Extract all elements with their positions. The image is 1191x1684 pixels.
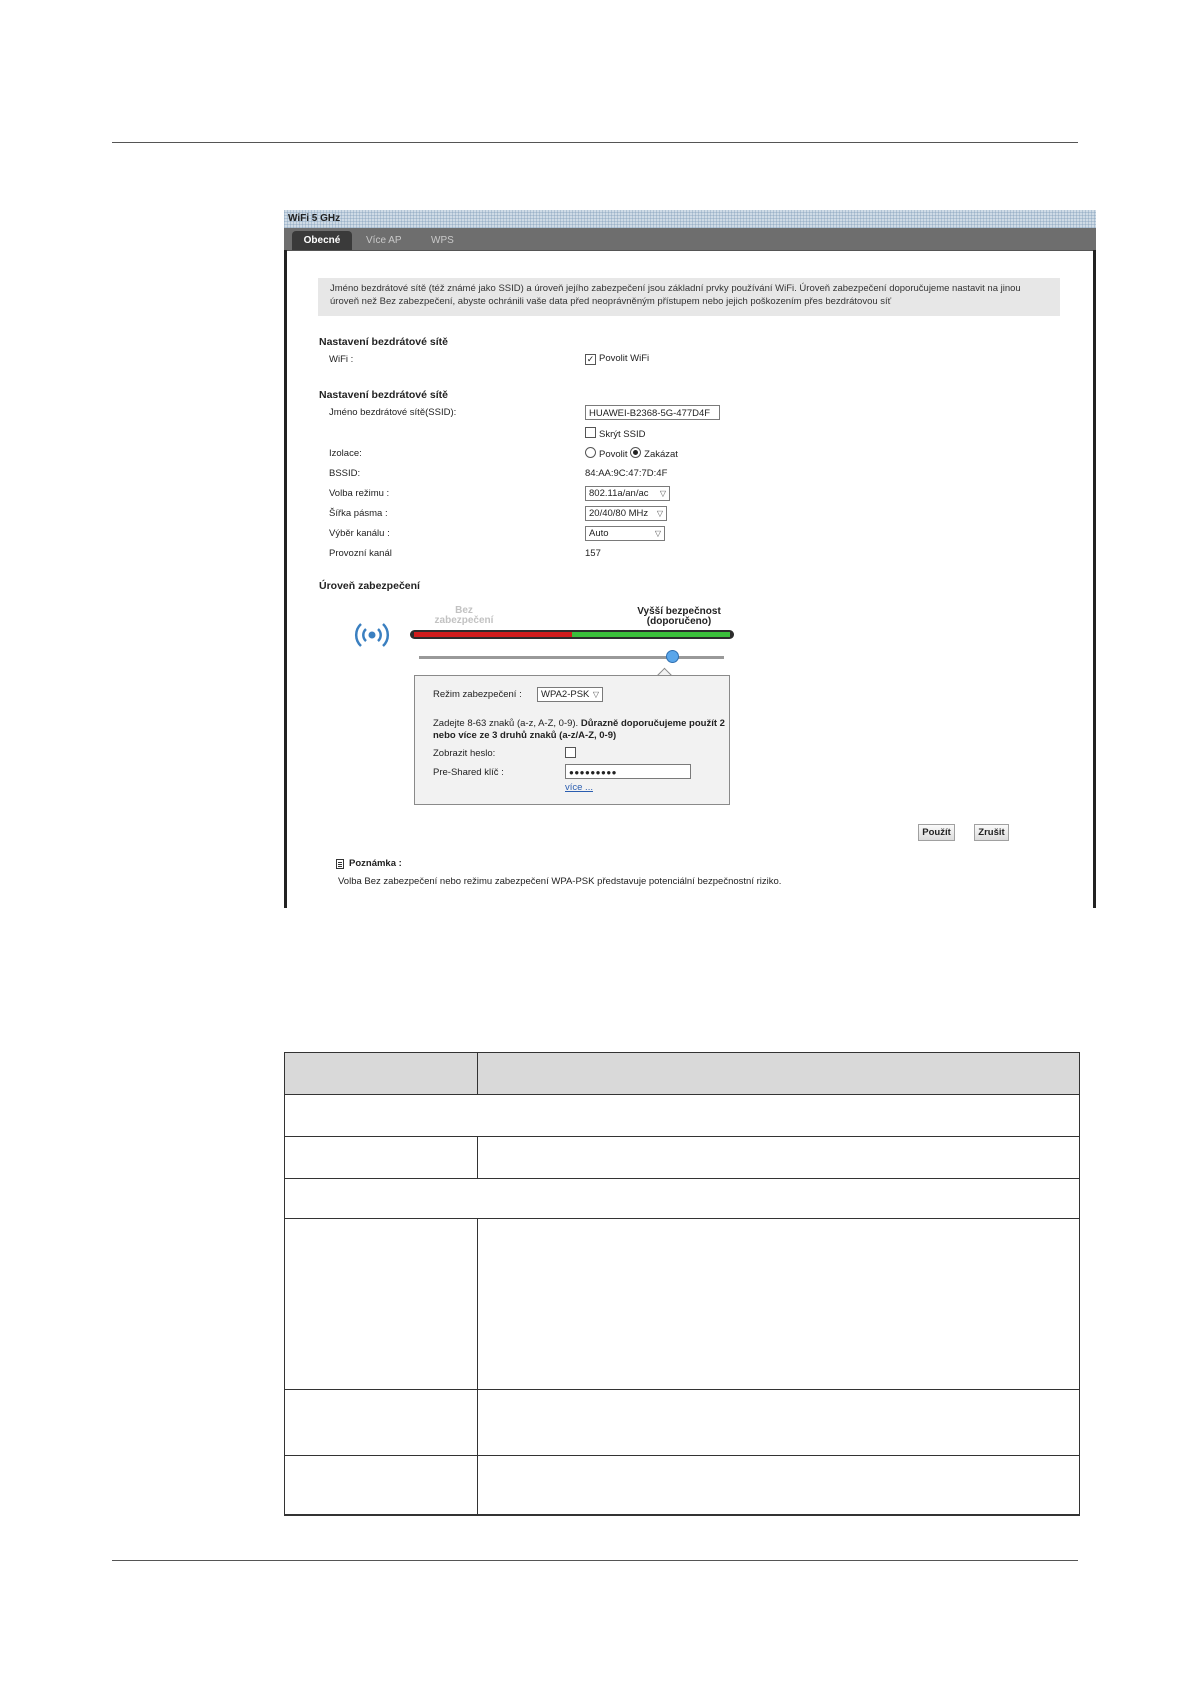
security-settings-box — [414, 675, 730, 805]
mode-value: 802.11a/an/ac — [589, 488, 649, 499]
note-text: Volba Bez zabezpečení nebo režimu zabezpečení WPA-PSK představuje potenciální bezpečnostní riziko. — [338, 876, 782, 887]
table-border — [284, 1178, 1080, 1179]
operating-channel-label: Provozní kanál — [329, 548, 392, 559]
bssid-value: 84:AA:9C:47:7D:4F — [585, 468, 668, 479]
security-bar-low-segment — [414, 632, 572, 637]
tab-bar — [284, 228, 1096, 251]
enable-wifi-option[interactable] — [585, 353, 649, 365]
chevron-down-icon: ▽ — [654, 529, 661, 538]
window-title: WiFi 5 GHz — [288, 213, 341, 224]
tab-multi-ap[interactable]: Více AP — [366, 235, 402, 246]
frame-border-left — [284, 250, 287, 908]
show-password-checkbox[interactable] — [565, 747, 576, 758]
tab-wps[interactable]: WPS — [431, 235, 454, 246]
frame-border-right — [1093, 250, 1096, 908]
table-border — [477, 1136, 478, 1178]
chevron-down-icon: ▽ — [592, 690, 599, 699]
ssid-label: Jméno bezdrátové sítě(SSID): — [329, 407, 457, 418]
psk-label: Pre-Shared klíč : — [433, 767, 504, 778]
chevron-down-icon: ▽ — [656, 509, 663, 518]
enable-wifi-label: Povolit WiFi — [599, 353, 650, 364]
security-bar-high-segment — [572, 632, 730, 637]
bandwidth-select[interactable] — [585, 506, 667, 521]
security-mode-value: WPA2-PSK — [541, 689, 590, 700]
hide-ssid-checkbox[interactable] — [585, 427, 596, 438]
isolation-enable-radio[interactable] — [585, 447, 596, 458]
wifi-settings-screenshot — [284, 210, 1096, 908]
operating-channel-value: 157 — [585, 548, 601, 559]
header-rule — [112, 142, 1078, 143]
channel-value: Auto — [589, 528, 609, 539]
wifi-label: WiFi : — [329, 354, 354, 365]
section-title-network: Nastavení bezdrátové sítě — [319, 389, 448, 401]
no-security-label: Bez zabezpečení — [434, 605, 494, 626]
bandwidth-value: 20/40/80 MHz — [589, 508, 649, 519]
security-mode-select[interactable] — [537, 687, 603, 702]
cancel-button[interactable]: Zrušit — [974, 824, 1009, 841]
table-border — [284, 1218, 1080, 1219]
isolation-label: Izolace: — [329, 448, 362, 459]
isolation-options — [585, 447, 678, 460]
mode-label: Volba režimu : — [329, 488, 390, 499]
password-hint-plain: Zadejte 8-63 znaků (a-z, A-Z, 0-9). — [433, 718, 581, 729]
table-border — [284, 1389, 1080, 1390]
show-password-label: Zobrazit heslo: — [433, 748, 496, 759]
psk-input[interactable]: ●●●●●●●●● — [565, 764, 691, 779]
table-border — [284, 1094, 1080, 1095]
high-security-label: Vyšší bezpečnost (doporučeno) — [637, 606, 721, 627]
more-link[interactable]: více ... — [565, 782, 593, 793]
note-icon — [336, 859, 344, 869]
enable-wifi-checkbox[interactable]: ✓ — [586, 354, 595, 364]
mode-select[interactable] — [585, 486, 670, 501]
apply-button[interactable]: Použít — [918, 824, 955, 841]
isolation-enable-label: Povolit — [599, 449, 628, 460]
table-border — [284, 1052, 285, 1516]
table-border — [284, 1455, 1080, 1456]
table-border — [477, 1218, 478, 1516]
chevron-down-icon: ▽ — [659, 489, 666, 498]
parameter-table — [284, 1052, 1080, 1516]
table-border — [284, 1514, 1080, 1516]
bandwidth-label: Šířka pásma : — [329, 508, 388, 519]
tab-general[interactable]: Obecné — [292, 231, 352, 250]
note-title: Poznámka : — [349, 858, 402, 869]
bssid-label: BSSID: — [329, 468, 361, 479]
isolation-disable-radio[interactable] — [630, 447, 641, 458]
table-border — [284, 1136, 1080, 1137]
table-border — [477, 1052, 478, 1094]
ssid-input[interactable]: HUAWEI-B2368-5G-477D4F — [585, 405, 720, 420]
isolation-disable-label: Zakázat — [644, 449, 678, 460]
table-border — [284, 1052, 1080, 1053]
window-titlebar — [284, 210, 1096, 228]
channel-select[interactable] — [585, 526, 665, 541]
section-title-security: Úroveň zabezpečení — [319, 580, 420, 592]
password-hint — [433, 718, 725, 742]
password-hint-bold: Důrazně doporučujeme použít 2 nebo více ze 3 druhů znaků (a-z/A-Z, 0-9) — [433, 718, 725, 741]
table-header-row — [284, 1052, 1080, 1094]
table-border — [1079, 1052, 1080, 1516]
security-level-bar — [410, 630, 734, 639]
footer-rule — [112, 1560, 1078, 1561]
hide-ssid-option[interactable] — [585, 427, 645, 440]
section-title-wifi: Nastavení bezdrátové sítě — [319, 336, 448, 348]
wifi-signal-icon — [354, 620, 390, 650]
hide-ssid-label: Skrýt SSID — [599, 429, 646, 440]
security-mode-label: Režim zabezpečení : — [433, 689, 522, 700]
info-message: Jméno bezdrátové sítě (též známé jako SSID) a úroveň jejího zabezpečení jsou základní prvky používání WiFi. Úroveň zabezpečení doporučujeme nastavit na jinou úroveň než Bez zabezpečení, abyste ochránili vaše data před neoprávněným přístupem nebo jejich poškozením přes bezdrátovou síť — [318, 278, 1060, 316]
channel-label: Výběr kanálu : — [329, 528, 390, 539]
security-slider-handle[interactable] — [666, 650, 679, 663]
